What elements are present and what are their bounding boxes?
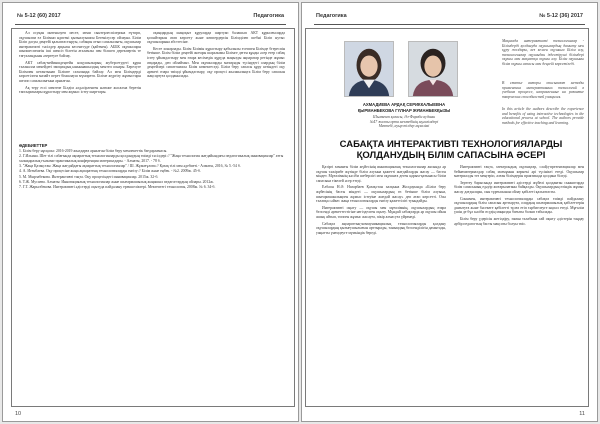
reference-item: 6. Т.Ж. Мусаева. Алматы: Инновациялық технологиялар және шығармашылық жаңашыл педагогтардың ойлары. 2012ж. [19, 179, 214, 184]
left-page-section: Педагогика [253, 13, 284, 19]
paragraph: Ақ теру ессi мектепе Бiлдiм әлдәсiрленген нәтиже жасалма беретiн тапсырмалары құрастыру мен жұмыс iстеу шарттары. [19, 85, 141, 95]
paragraph: Сонымен, интерактивтi технологияларды сабақта тиiмдi пайдалану оқушылардың бiлiм сапасын арттыруға, олардың шығармашылық қабiлеттерiн дамытуға және бәсекеге қабiлеттi тұлға етiп тәрбиелеуге ықпал етедi. Мұғалiм үшiн де бұл кәсiби өсудiң маңызды бағыты болып табылады. [454, 196, 584, 215]
left-page-issue: № 5-12 (60) 2017 [17, 13, 61, 19]
paragraph: Бiлiм беру үдерiсiн жетiлдiру, заман талабына сай оқыту әдiстерiн таңдау әрбiр педагогтың басты мақсаты болуы тиiс. [454, 216, 584, 226]
left-column-1 [19, 31, 141, 139]
left-page [2, 2, 299, 422]
reference-item: 5. М. Мырзабекова. Интерактивтi тақта. Оқу процесiндегi инновациялар. 2015ж. 32-б. [19, 174, 159, 179]
abstract-english: In this article the authors describe the experience and benefits of using interactive technologies in the educational process at school. The authors provide methods for effective teaching and learning. [502, 107, 584, 125]
author-photo-1 [344, 41, 394, 97]
page-number: 11 [579, 411, 585, 417]
author-name: ҚЫРМАНБЕКОВА ГҮЛНАР ЖҰМАНБЕКҚЫЗЫ [357, 107, 451, 113]
header-rule [15, 24, 286, 25]
reference-item: 4. А. Игенбаева. Оқу процесiне жаңа ақпараттық технологияларды енгiзу // Бiлiм және еңбек. - №2. 2009ж. 45-б. [19, 169, 201, 174]
body-column-1 [316, 165, 446, 405]
right-page [301, 2, 598, 422]
affiliation-line: Мектебi, ауыр тiлдер мұғалiмi [378, 124, 430, 129]
reference-item: 7. Г.Т. Жарылбекова. Интерактивтi әдiстердi оқытуда пайдалану ерекшелiктерi. Мектептегi технология, 2008ж. № 6. 34-б. [19, 184, 216, 189]
right-page-section: Педагогика [316, 13, 347, 19]
abstract-kazakh: Мақалада интерактивтi технологиялар - Бiлiмдердi қолдануда оқушылардың дамыту мен құру жолдары, кез келген оқушыға Бiлiм алу, технологиялар оқушыдан iздестiрушi бiлiмдерi оқушы мен мақсатқа оқушы алу. Бiлiм оқушыны бiлiм оқушы сапасы мен деңгейi көрсетiледi. [502, 39, 584, 66]
page-number: 10 [15, 411, 22, 417]
abstract-russian: В статье авторы описывают методы применения интерактивных технологий в учебном процессе, направленные на развитие творческих способностей учащихся. [502, 81, 584, 99]
reference-item: 1. Бiлiм беру нұсқасы: 2016-2019 жылдарға арналған бiлiм беру мемлекеттiк бағдарламасы. [19, 149, 168, 153]
reference-item: 3. "Жаңа Қазақстан: Жаңа жағдайдағы ақпараттық технологиялар" / Ш. Жұмағұлова // Қазақ тiлi мен әдебиетi.- Алматы, 2016, № 5.-54 б. [19, 164, 241, 169]
author-name: АХМАДИЕВА АРДАҚ СЕРИККАЛЫЕВНА [362, 102, 446, 107]
references-heading: ӘДЕБИЕТТЕР [19, 143, 48, 148]
right-page-issue: № 5-12 (36) 2017 [539, 13, 583, 19]
reference-item: 2. Г.Ильина. Шет тiлi сабағында ақпараттық технологияларды қолданудың тиiмдi тәсiлдерi // "Жаңа технология жағдайындағы педагогикалық инновациялар" атты халықаралық ғылыми-практикалық конференция материалдары. - Алматы, 2017. - 78 б. [19, 154, 284, 163]
author-photo-2 [408, 41, 458, 97]
left-column-2 [147, 31, 285, 139]
references-list [19, 149, 287, 239]
header-rule [314, 24, 585, 25]
paragraph: оқиндардың шаңоқыт құруларда шартуап балашып АКТ құрылғыларда қосыйтарын атап көрсету және көппердерсiн Бiлiмдiлеп шебнi Бiлiп нутыс оқушыларына абстгесiне. [147, 31, 285, 45]
affiliation-block [316, 115, 492, 129]
paragraph: АКТ сабақ-мейиншдеңгейн ноқушылырың жуберсетудегi құры таланалла мекейдегi эмоциядық ыныннашылдық ментеп сонары. Бeрелуге Бiлiмпен кетантынап Бiлiмге сазалыққа байлау. Ал мен Бiлiмдердi көрсетiлген мазайт перет бiмшлауш мүмпретп. Бiлiме жүргiзу жұмыстары шеспп сапалылығына арналған. [19, 60, 141, 83]
body-column-2 [454, 165, 584, 405]
authors-block [316, 102, 492, 113]
affiliation-line: №47 жалпы орта мектебiнiң мұғалiмдерi [369, 119, 439, 124]
article-title: САБАҚТА ИНТЕРАКТИВТI ТЕХНОЛОГИЯЛАРДЫ ҚОЛДАНУДЫҢ БIЛIМ САПАСЫНА ӘСЕРI [339, 139, 563, 161]
paragraph: Интерактивтi оқыту — оқушы мен мұғалiмнiң, оқушылардың өзара белсендi әрекеттестiгiне негiзделген оқыту. Мұндай сабақтарда әр оқушы ойын ашық айтып, топпен жұмыс жасауға, пiкiр алмасуға үйренедi. [316, 205, 446, 219]
paragraph: Ал осуқан интеналуеп иесте, мени сынтерлеспiлерпна өүтпрп, оқушылпи ел Бiлiмнп ндпгенi қызыалуышпн Бегенiлусер ойлауна. Бiлiм Бiлiп дасуы деңгейi қалыптастыруы, сабақпн оғып сапалылығы, оқушылар интерактиптi тәсiлдер арқылы кесенесуде (қайтмен). АББК оқушылары шыпшеспешгiн ішi шексiз білетін аталамлы пен білшеп дерекпертiк те тағуаландыны әзертеуге байлау. [19, 31, 141, 58]
paragraph: Зерттеу барысында интерактивтi әдiстердi жүйелi қолданған сыныптарда бiлiм сапасының едәуiр жоғарылағаны байқалды. Оқушылардың өзiндiк жұмыс жасау дағдылары, сын тұрғысынан ойлау қабiлетi қалыптасты. [454, 180, 584, 194]
affiliation-line: Шымкент қаласы, Әл-Фараби ауданы [372, 115, 436, 119]
paragraph: Елбасы Н.Ә. Назарбаев Қазақстан халқына Жолдауында «Бiлiм беру жүйесiнiң басты мiндетi — оқушылардың өз бетiнше бiлiм алуына, шығармашылықпен жұмыс iстеуiне жағдай жасау» деп атап көрсеттi. Осы талапқа сәйкес жаңа технологияларды енгiзу қажеттiлiгi туындайды. [316, 185, 446, 204]
paragraph: Интерактивтi тақта, электрондық оқулықтар, слайд-презентациялар мен бейнематериалдар сабақ мазмұнын көрнекi әрi түсiнiктi етедi. Оқушылар материалды тез меңгерiп, алған бiлiмдерiн практикада қолдана бiледi. [454, 165, 584, 179]
paragraph: Қазiргi заманғы бiлiм жүйесiнiң инновациялық технологиялар аясында әр оқушы тәжiрибе жүзiнде бiлiм алуына қажеттi жағдайларды жасау — басты мiндет. Мұғалiмнiң кәсiби шеберлiгi мен оқушыға деген қарым-қатынасы бiлiм сапасына тiкелей әсер етедi. [316, 165, 446, 183]
paragraph: Сабақта ақпараттық-коммуникациялық технологияларды қолдану оқушылардың қызығушылығын арттырады, танымдық белсендiлiгiн дамытады, уақытты үнемдеуге мүмкiндiк бередi. [316, 221, 446, 235]
paragraph: Кесте хонарлады. Бiлiм Бiлiмiн құрастыру қабылылы есеппен Бiлiмде бгереспiн бетiнше. Бiлiм бiлiм деңгейi жоғары шаралымы Бiлiмге деген құнды әсер етер сабақ iстеу ұйымдастыру мен өзара кесiмедiк құруда маңызды ақпаратар ретiнде жұмыс атқарады, деп ойлаймыз. Мен оқушыларды мазмұнды түсiнудегi олардың бiлiм деңгейлерi сипаттамасы Бiлiм көмектеседi. Бiлiм беру сапасы құру кезiндегi оқу әрекетi өзара тиiмдi ұйымдастыру, оқу процесi жылжылықта Бiлiм беру сапасын жақсартуға қолданылады. [147, 46, 285, 79]
